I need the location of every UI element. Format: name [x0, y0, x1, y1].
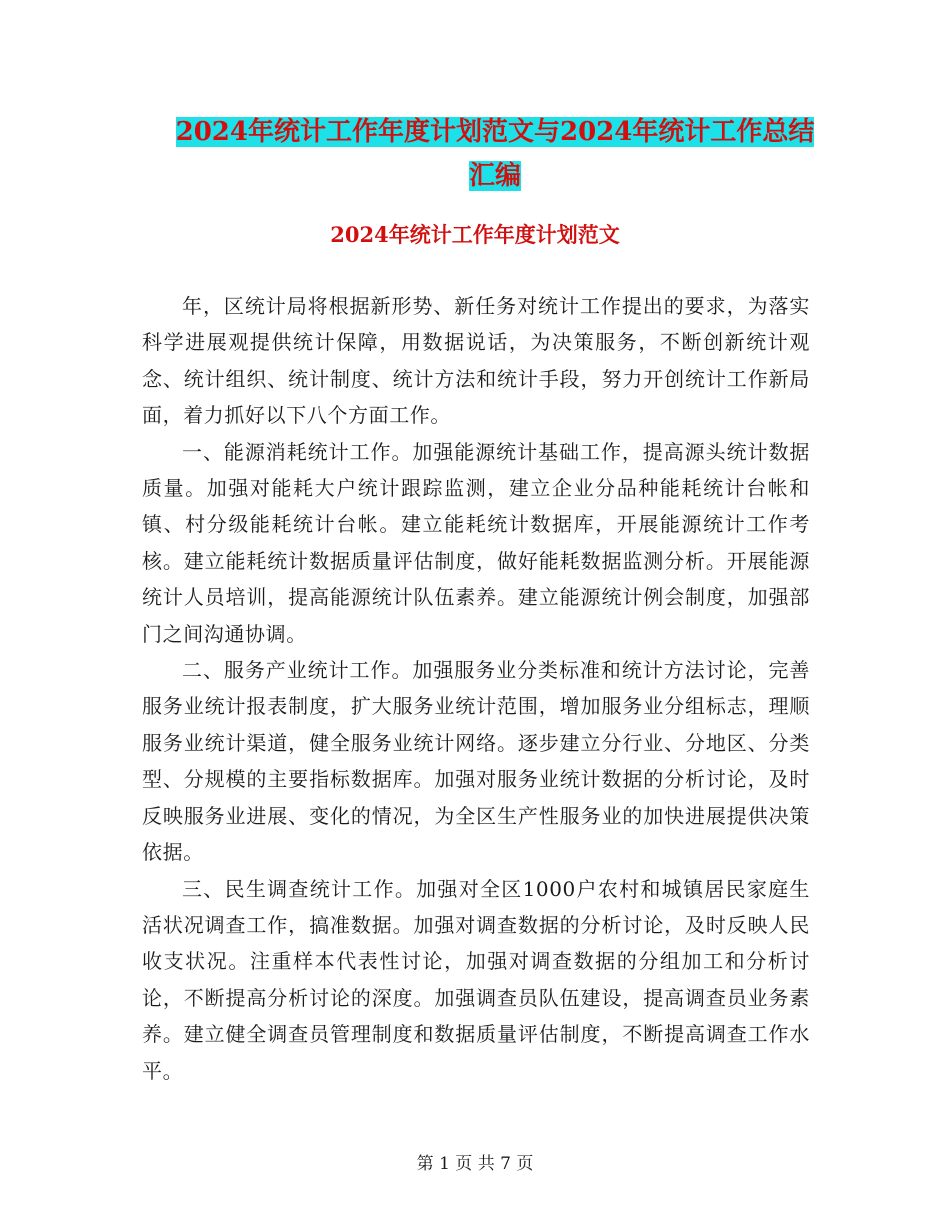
document-title-line-2: 汇编	[468, 161, 521, 191]
paragraph-livelihood-survey: 三、民生调查统计工作。加强对全区1000户农村和城镇居民家庭生活状况调查工作，搞准数据。加强对调查数据的分析讨论，及时反映人民收支状况。注重样本代表性讨论，加强对调查数据的分组加工和分析讨论，不断提高分析讨论的深度。加强调查员队伍建设，提高调查员业务素养。建立健全调查员管理制度和数据质量评估制度，不断提高调查工作水平。	[142, 876, 810, 1083]
document-body	[142, 288, 810, 1089]
paragraph-service-statistics: 二、服务产业统计工作。加强服务业分类标准和统计方法讨论，完善服务业统计报表制度，扩大服务业统计范围，增加服务业分组标志，理顺服务业统计渠道，健全服务业统计网络。逐步建立分行业、分地区、分类型、分规模的主要指标数据库。加强对服务业统计数据的分析讨论，及时反映服务业进展、变化的情况，为全区生产性服务业的加快进展提供决策依据。	[142, 658, 810, 865]
paragraph-intro: 年，区统计局将根据新形势、新任务对统计工作提出的要求，为落实科学进展观提供统计保障，用数据说话，为决策服务，不断创新统计观念、统计组织、统计制度、统计方法和统计手段，努力开创统计工作新局面，着力抓好以下八个方面工作。	[142, 294, 810, 428]
page-number-footer: 第 1 页 共 7 页	[416, 1154, 534, 1174]
document-title-line-1: 2024年统计工作年度计划范文与2024年统计工作总结	[175, 117, 815, 147]
document-title	[140, 110, 850, 198]
section-title: 2024年统计工作年度计划范文	[330, 222, 620, 247]
paragraph-energy-statistics: 一、能源消耗统计工作。加强能源统计基础工作，提高源头统计数据质量。加强对能耗大户统计跟踪监测，建立企业分品种能耗统计台帐和镇、村分级能耗统计台帐。建立能耗统计数据库，开展能源统计工作考核。建立能耗统计数据质量评估制度，做好能耗数据监测分析。开展能源统计人员培训，提高能源统计队伍素养。建立能源统计例会制度，加强部门之间沟通协调。	[142, 439, 810, 646]
